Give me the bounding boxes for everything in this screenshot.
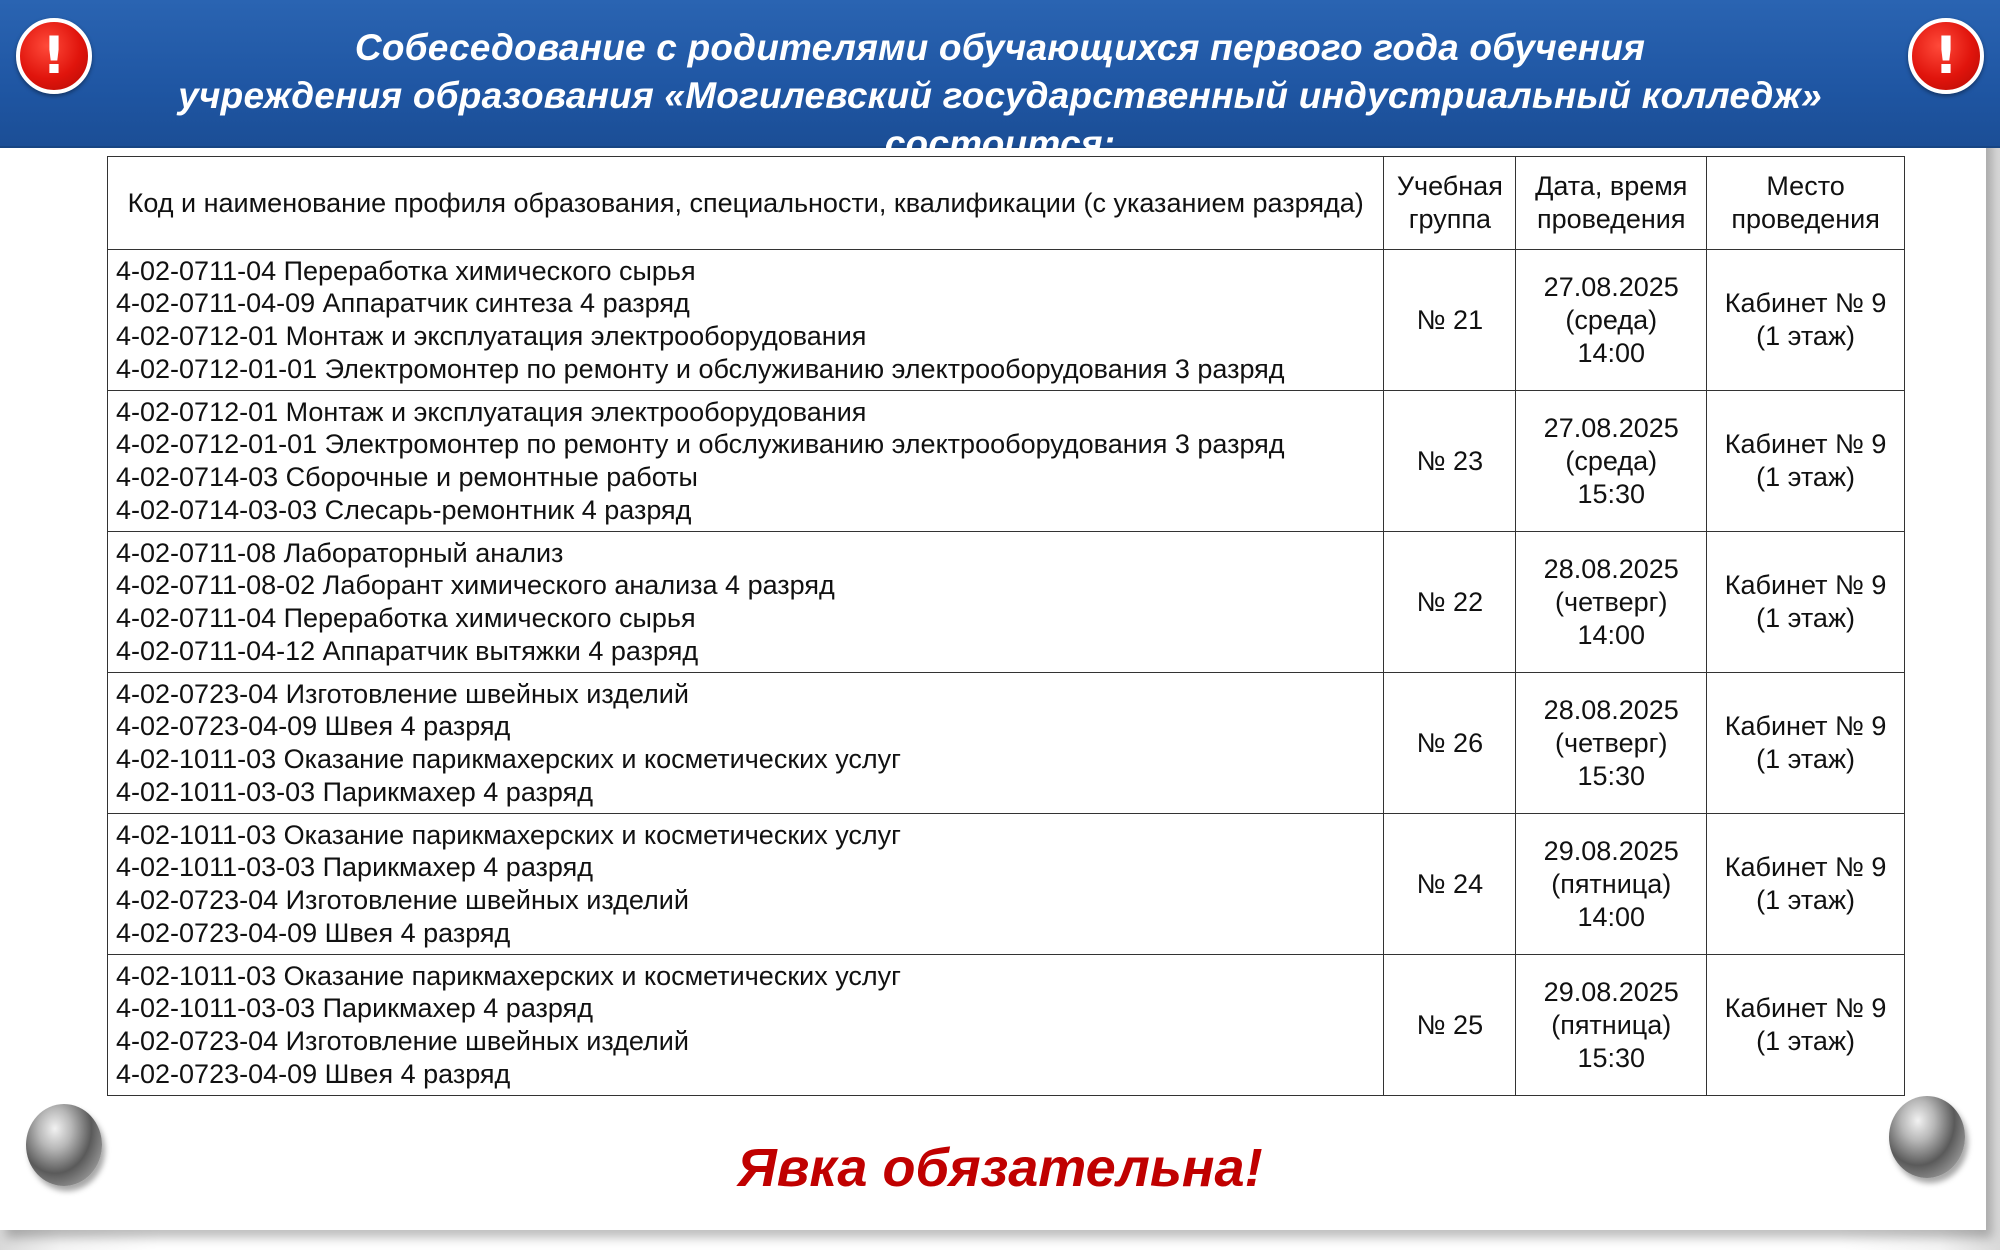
profile-line: 4-02-0723-04-09 Швея 4 разряд <box>116 711 511 742</box>
time-value: 15:30 <box>1577 760 1646 791</box>
profile-cell <box>108 673 1384 814</box>
place-room: Кабинет № 9 <box>1724 852 1887 882</box>
header-banner <box>0 0 2000 164</box>
profile-line: 4-02-0714-03 Сборочные и ремонтные работы <box>116 462 698 492</box>
place-room: Кабинет № 9 <box>1724 429 1887 459</box>
time-value: 15:30 <box>1577 1042 1646 1073</box>
weekday-value: (пятница) <box>1551 1009 1672 1040</box>
profile-line: 4-02-1011-03-03 Парикмахер 4 разряд <box>116 852 593 883</box>
table-header-row <box>108 157 1905 250</box>
profile-line: 4-02-0723-04 Изготовление швейных изделий <box>116 885 689 915</box>
header-group-line-2: группа <box>1408 204 1492 234</box>
profile-cell <box>108 955 1384 1096</box>
profile-line: 4-02-0711-04 Переработка химического сырья <box>116 603 696 633</box>
profile-line: 4-02-1011-03-03 Парикмахер 4 разряд <box>116 776 593 807</box>
date-cell <box>1516 250 1707 391</box>
place-cell <box>1707 250 1905 391</box>
weekday-value: (пятница) <box>1551 868 1672 899</box>
exclamation-icon <box>1908 18 1984 94</box>
profile-line: 4-02-0712-01-01 Электромонтер по ремонту и обслуживанию электрооборудования 3 разряд <box>116 429 1285 460</box>
time-value: 14:00 <box>1577 337 1646 368</box>
profile-line: 4-02-0712-01 Монтаж и эксплуатация электрооборудования <box>116 396 867 427</box>
title-line-1: Собеседование с родителями обучающихся первого года обучения <box>354 27 1646 68</box>
date-value: 28.08.2025 <box>1543 553 1679 584</box>
header-place-line-1: Место <box>1766 171 1845 201</box>
group-cell: № 25 <box>1384 955 1516 1096</box>
page-title <box>90 24 1910 168</box>
profile-line: 4-02-0712-01-01 Электромонтер по ремонту и обслуживанию электрооборудования 3 разряд <box>116 353 1285 384</box>
profile-cell <box>108 532 1384 673</box>
exclamation-icon <box>16 18 92 94</box>
place-cell <box>1707 673 1905 814</box>
group-cell: № 21 <box>1384 250 1516 391</box>
date-value: 28.08.2025 <box>1543 694 1679 725</box>
place-room: Кабинет № 9 <box>1724 288 1887 318</box>
date-value: 29.08.2025 <box>1543 976 1679 1007</box>
profile-line: 4-02-0711-08-02 Лаборант химического анализа 4 разряд <box>116 570 835 601</box>
date-value: 27.08.2025 <box>1543 271 1679 302</box>
header-date-line-2: проведения <box>1537 204 1686 234</box>
exclamation-glyph: ! <box>1934 26 1958 86</box>
table-row <box>108 955 1905 1096</box>
place-room: Кабинет № 9 <box>1724 993 1887 1023</box>
profile-line: 4-02-0712-01 Монтаж и эксплуатация электрооборудования <box>116 321 867 351</box>
place-cell <box>1707 532 1905 673</box>
place-floor: (1 этаж) <box>1756 462 1855 492</box>
header-date <box>1516 157 1707 250</box>
header-place-line-2: проведения <box>1731 204 1880 234</box>
table-row <box>108 391 1905 532</box>
time-value: 14:00 <box>1577 901 1646 932</box>
time-value: 14:00 <box>1577 619 1646 650</box>
place-floor: (1 этаж) <box>1756 1026 1855 1056</box>
profile-line: 4-02-0723-04 Изготовление швейных изделий <box>116 678 689 709</box>
group-cell: № 24 <box>1384 814 1516 955</box>
date-value: 27.08.2025 <box>1543 412 1679 443</box>
place-cell <box>1707 955 1905 1096</box>
profile-line: 4-02-0711-08 Лабораторный анализ <box>116 537 564 568</box>
profile-line: 4-02-1011-03 Оказание парикмахерских и косметических услуг <box>116 819 902 850</box>
header-profile: Код и наименование профиля образования, специальности, квалификации (с указанием разряда) <box>108 157 1384 250</box>
weekday-value: (среда) <box>1565 445 1658 476</box>
place-room: Кабинет № 9 <box>1724 570 1887 600</box>
place-floor: (1 этаж) <box>1756 885 1855 915</box>
header-place <box>1707 157 1905 250</box>
place-room: Кабинет № 9 <box>1724 711 1887 741</box>
table-row <box>108 250 1905 391</box>
weekday-value: (четверг) <box>1555 727 1668 758</box>
group-cell: № 26 <box>1384 673 1516 814</box>
place-floor: (1 этаж) <box>1756 321 1855 351</box>
profile-cell <box>108 814 1384 955</box>
weekday-value: (четверг) <box>1555 586 1668 617</box>
attendance-required-note: Явка обязательна! <box>737 1138 1263 1198</box>
profile-cell <box>108 391 1384 532</box>
place-cell <box>1707 814 1905 955</box>
header-group <box>1384 157 1516 250</box>
table-row <box>108 673 1905 814</box>
weekday-value: (среда) <box>1565 304 1658 335</box>
table-row <box>108 532 1905 673</box>
date-cell <box>1516 391 1707 532</box>
table-row <box>108 814 1905 955</box>
profile-line: 4-02-1011-03 Оказание парикмахерских и косметических услуг <box>116 960 902 991</box>
group-cell: № 23 <box>1384 391 1516 532</box>
profile-line: 4-02-1011-03 Оказание парикмахерских и косметических услуг <box>116 744 902 774</box>
profile-line: 4-02-0711-04 Переработка химического сырья <box>116 255 696 286</box>
schedule-table <box>107 156 1905 1096</box>
date-value: 29.08.2025 <box>1543 835 1679 866</box>
date-cell <box>1516 814 1707 955</box>
header-group-line-1: Учебная <box>1396 171 1503 201</box>
profile-line: 4-02-0723-04-09 Швея 4 разряд <box>116 917 511 948</box>
profile-cell <box>108 250 1384 391</box>
title-line-2: учреждения образования «Могилевский государственный индустриальный колледж» состоится: <box>178 75 1822 164</box>
date-cell <box>1516 673 1707 814</box>
profile-line: 4-02-1011-03-03 Парикмахер 4 разряд <box>116 993 593 1024</box>
header-date-line-1: Дата, время <box>1535 171 1688 201</box>
place-floor: (1 этаж) <box>1756 744 1855 774</box>
place-floor: (1 этаж) <box>1756 603 1855 633</box>
exclamation-glyph: ! <box>42 26 66 86</box>
profile-line: 4-02-0723-04 Изготовление швейных изделий <box>116 1026 689 1056</box>
profile-line: 4-02-0714-03-03 Слесарь-ремонтник 4 разряд <box>116 494 692 525</box>
date-cell <box>1516 955 1707 1096</box>
group-cell: № 22 <box>1384 532 1516 673</box>
profile-line: 4-02-0711-04-12 Аппаратчик вытяжки 4 разряд <box>116 635 699 666</box>
date-cell <box>1516 532 1707 673</box>
place-cell <box>1707 391 1905 532</box>
profile-line: 4-02-0723-04-09 Швея 4 разряд <box>116 1058 511 1089</box>
profile-line: 4-02-0711-04-09 Аппаратчик синтеза 4 разряд <box>116 288 690 319</box>
time-value: 15:30 <box>1577 478 1646 509</box>
